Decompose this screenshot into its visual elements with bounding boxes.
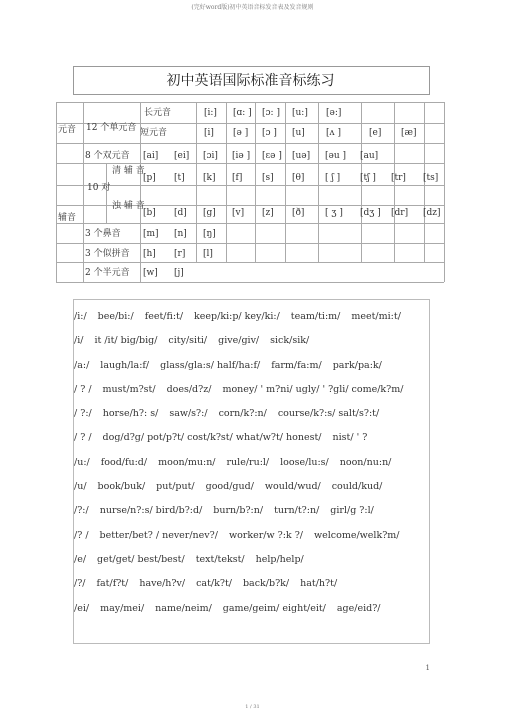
practice-word: would/wud/ — [264, 481, 321, 493]
table-rule — [56, 185, 444, 186]
voiceless-symbol: [tʃ ] — [360, 173, 376, 183]
table-rule — [196, 102, 197, 262]
voiceless-symbol: [k] — [203, 173, 216, 183]
long-vowel-symbol: [ɑ: ] — [233, 108, 252, 118]
liquid-symbol: [l] — [203, 249, 213, 259]
table-rule — [318, 102, 319, 262]
voiced-symbol: [d] — [174, 208, 187, 218]
practice-word: hat/h?t/ — [300, 578, 338, 590]
practice-word: fat/f?t/ — [96, 578, 129, 590]
voiceless-symbol: [tr] — [391, 173, 406, 183]
table-rule — [56, 262, 444, 263]
consonants-label: 辅音 — [58, 213, 77, 223]
practice-word: text/tekst/ — [195, 553, 245, 565]
practice-word: team/ti:m/ — [290, 311, 341, 322]
practice-word: book/buk/ — [97, 481, 146, 493]
practice-word: city/siti/ — [168, 335, 208, 347]
short-vowel-label: 短元音 — [140, 128, 168, 138]
practice-word: loose/lu:s/ — [280, 456, 329, 468]
diphthong-symbol: [ɛə ] — [262, 151, 282, 161]
practice-word: sick/sik/ — [270, 335, 310, 347]
practice-word: keep/ki:p/ key/ki:/ — [194, 311, 280, 322]
practice-word: / ?:/ — [74, 408, 92, 420]
voiced-symbol: [ð] — [292, 208, 305, 218]
table-rule — [140, 102, 141, 262]
practice-word: laugh/la:f/ — [100, 359, 150, 371]
practice-word: glass/gla:s/ half/ha:f/ — [160, 359, 261, 371]
table-rule — [83, 102, 84, 282]
table-rule — [285, 102, 286, 262]
practice-word: /i:/ — [74, 311, 87, 322]
liquid-symbol: [h] — [143, 249, 156, 259]
practice-word: turn/t?:n/ — [274, 505, 320, 517]
nasal-symbol: [n] — [174, 229, 187, 239]
practice-word: noon/nu:n/ — [339, 456, 392, 468]
practice-word: park/pa:k/ — [332, 359, 382, 371]
monophthongs-label: 12 个单元音 — [86, 123, 137, 133]
long-vowel-symbol: [i:] — [204, 108, 217, 118]
practice-line — [74, 572, 430, 596]
table-rule — [56, 102, 57, 282]
diphthong-symbol: [ɔi] — [203, 151, 218, 161]
page-footer: 1 / 31 — [245, 704, 260, 710]
voiced-symbol: [b] — [143, 208, 156, 218]
practice-line — [74, 305, 430, 329]
practice-word: /? / — [74, 529, 89, 541]
practice-lines — [74, 305, 430, 621]
practice-line — [74, 475, 430, 499]
practice-word: nurse/n?:s/ bird/b?:d/ — [99, 505, 203, 517]
practice-line — [74, 597, 430, 621]
practice-word: /u/ — [74, 481, 87, 493]
table-rule — [56, 243, 444, 244]
short-vowel-symbol: [ɔ ] — [262, 128, 277, 138]
long-vowel-symbol: [ɔ: ] — [262, 108, 280, 118]
practice-line — [74, 524, 430, 548]
voiced-label: 浊 辅 音 — [112, 201, 145, 211]
practice-word: corn/k?:n/ — [218, 408, 267, 420]
table-rule — [255, 102, 256, 262]
practice-word: / ? / — [74, 383, 92, 395]
practice-word: money/ ' m?ni/ ugly/ ' ?gli/ come/k?m/ — [222, 383, 404, 395]
nasal-symbol: [m] — [143, 229, 159, 239]
practice-word: feet/fi:t/ — [144, 311, 184, 322]
voiceless-symbol: [ts] — [423, 173, 439, 183]
table-rule — [226, 102, 227, 262]
voiceless-symbol: [θ] — [292, 173, 305, 183]
liquids-label: 3 个似拼音 — [85, 249, 130, 259]
semivowel-symbol: [w] — [143, 268, 158, 278]
practice-word: meet/mi:t/ — [351, 311, 401, 322]
practice-word: cat/k?t/ — [196, 578, 232, 590]
practice-word: age/eid?/ — [336, 602, 381, 614]
diphthong-symbol: [ai] — [143, 151, 159, 161]
practice-line — [74, 451, 430, 475]
voiced-symbol: [dr] — [391, 208, 409, 218]
page-header: (完好word版)初中英语音标发音表及发音规则 — [191, 4, 314, 11]
practice-word: give/giv/ — [218, 335, 260, 347]
long-vowel-symbol: [u:] — [292, 108, 308, 118]
practice-word: welcome/welk?m/ — [313, 529, 400, 541]
practice-line — [74, 378, 430, 402]
nasal-symbol: [ŋ] — [203, 229, 216, 239]
practice-word: better/bet? / never/nev?/ — [99, 529, 218, 541]
practice-word: /a:/ — [74, 359, 90, 371]
voiced-symbol: [v] — [232, 208, 245, 218]
table-rule — [56, 282, 444, 283]
practice-word: may/mei/ — [100, 602, 145, 614]
diphthongs-label: 8 个双元音 — [85, 151, 130, 161]
table-rule — [444, 102, 445, 282]
practice-word: food/fu:d/ — [100, 456, 148, 468]
table-rule — [56, 102, 444, 103]
voiceless-symbol: [p] — [143, 173, 156, 183]
short-vowel-symbol: [i] — [204, 128, 214, 138]
practice-word: burn/b?:n/ — [213, 505, 264, 517]
practice-word: get/get/ best/best/ — [97, 553, 185, 565]
practice-word: good/gud/ — [205, 481, 254, 493]
practice-line — [74, 402, 430, 426]
voiced-symbol: [ ʒ ] — [325, 208, 343, 218]
practice-line — [74, 426, 430, 450]
practice-word: does/d?z/ — [166, 383, 212, 395]
practice-line — [74, 354, 430, 378]
voiceless-symbol: [t] — [174, 173, 185, 183]
practice-word: saw/s?:/ — [169, 408, 208, 420]
semivowels-label: 2 个半元音 — [85, 268, 130, 278]
diphthong-symbol: [au] — [360, 151, 379, 161]
practice-word: farm/fa:m/ — [271, 359, 322, 371]
diphthong-symbol: [iə ] — [232, 151, 251, 161]
short-vowel-symbol: [ʌ ] — [326, 128, 341, 138]
practice-word: rule/ru:l/ — [226, 456, 270, 468]
semivowel-symbol: [j] — [174, 268, 184, 278]
page-number: 1 — [425, 664, 430, 672]
practice-line — [74, 548, 430, 572]
diphthong-symbol: [əu ] — [325, 151, 347, 161]
vowels-label: 元音 — [58, 125, 77, 135]
practice-word: name/neim/ — [155, 602, 212, 614]
practice-word: /?/ — [74, 578, 86, 590]
voiceless-symbol: [s] — [262, 173, 274, 183]
voiced-symbol: [dʒ ] — [360, 208, 381, 218]
diphthong-symbol: [uə] — [292, 151, 311, 161]
practice-word: bee/bi:/ — [97, 311, 134, 322]
practice-word: back/b?k/ — [242, 578, 290, 590]
voiced-symbol: [dz] — [423, 208, 441, 218]
practice-line — [74, 329, 430, 353]
practice-word: course/k?:s/ salt/s?:t/ — [277, 408, 380, 420]
practice-line — [74, 499, 430, 523]
practice-word: dog/d?g/ pot/p?t/ cost/k?st/ what/w?t/ honest/ — [102, 432, 322, 444]
short-vowel-symbol: [ə ] — [233, 128, 249, 138]
practice-word: must/m?st/ — [102, 383, 156, 395]
practice-word: / ? / — [74, 432, 92, 444]
practice-word: /u:/ — [74, 456, 90, 468]
table-rule — [56, 163, 444, 164]
pairs-label: 10 对 — [87, 183, 111, 193]
practice-word: it /it/ big/big/ — [94, 335, 158, 347]
long-vowel-label: 长元音 — [144, 108, 172, 118]
liquid-symbol: [r] — [174, 249, 186, 259]
voiced-symbol: [z] — [262, 208, 274, 218]
nasals-label: 3 个鼻音 — [85, 229, 121, 239]
voiceless-label: 清 辅 音 — [112, 166, 145, 176]
long-vowel-symbol: [ə:] — [326, 108, 342, 118]
practice-word: worker/w ?:k ?/ — [228, 529, 303, 541]
practice-word: put/put/ — [156, 481, 195, 493]
practice-word: /?:/ — [74, 505, 89, 517]
practice-word: moon/mu:n/ — [158, 456, 216, 468]
voiceless-symbol: [ ʃ ] — [325, 173, 341, 183]
practice-word: /e/ — [74, 553, 87, 565]
practice-word: have/h?v/ — [139, 578, 186, 590]
practice-word: horse/h?: s/ — [102, 408, 159, 420]
practice-word: /ei/ — [74, 602, 90, 614]
practice-word: could/kud/ — [331, 481, 383, 493]
diphthong-symbol: [ei] — [174, 151, 190, 161]
practice-word: nist/ ' ? — [332, 432, 368, 444]
table-rule — [56, 223, 444, 224]
table-rule — [56, 143, 444, 144]
voiced-symbol: [g] — [203, 208, 216, 218]
voiceless-symbol: [f] — [232, 173, 243, 183]
page-title: 初中英语国际标准音标练习 — [166, 73, 335, 89]
short-vowel-symbol: [æ] — [401, 128, 417, 138]
practice-word: help/help/ — [255, 553, 304, 565]
phonetic-table — [56, 102, 444, 282]
practice-word: game/geim/ eight/eit/ — [222, 602, 326, 614]
practice-word: /i/ — [74, 335, 84, 347]
short-vowel-symbol: [u] — [292, 128, 305, 138]
short-vowel-symbol: [e] — [369, 128, 382, 138]
practice-word: girl/g ?:l/ — [330, 505, 374, 517]
